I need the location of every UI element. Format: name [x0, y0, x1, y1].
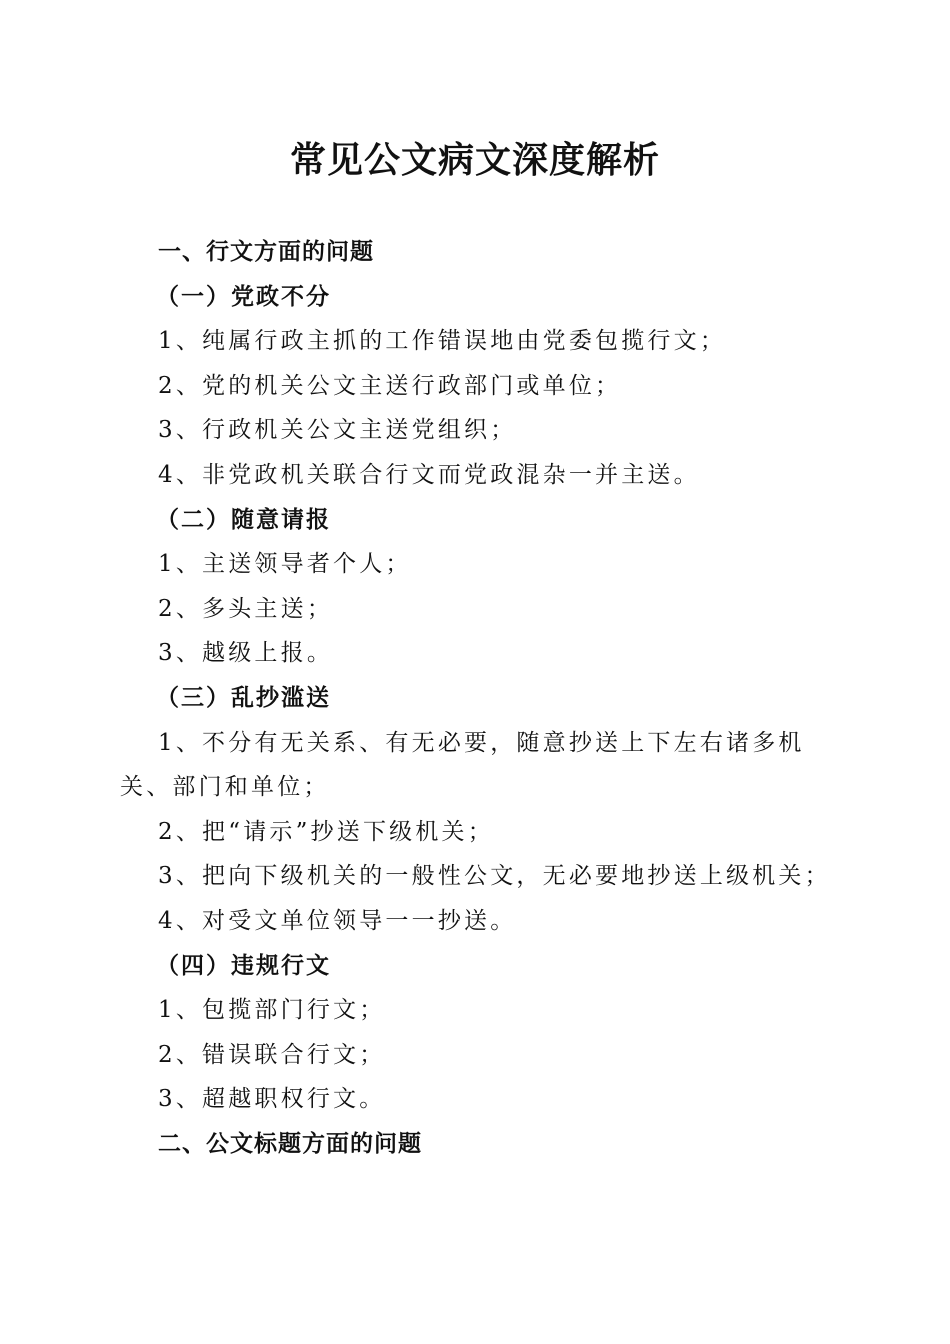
subsection-heading-1: （一）党政不分 — [156, 282, 331, 310]
subsection-heading-2: （二）随意请报 — [156, 505, 331, 533]
list-item: 3、把向下级机关的一般性公文，无必要地抄送上级机关； — [158, 863, 831, 890]
list-item: 1、主送领导者个人； — [158, 551, 412, 578]
list-item: 4、对受文单位领导一一抄送。 — [158, 907, 517, 934]
list-item: 1、包揽部门行文； — [158, 997, 386, 1024]
list-item: 3、超越职权行文。 — [158, 1086, 386, 1113]
document-title: 常见公文病文深度解析 — [289, 139, 660, 181]
list-item: 1、不分有无关系、有无必要，随意抄送上下左右诸多机关、部门和单位； — [120, 729, 805, 801]
list-item: 3、行政机关公文主送党组织； — [158, 417, 517, 444]
list-item: 2、党的机关公文主送行政部门或单位； — [158, 372, 622, 399]
section-heading-1: 一、行文方面的问题 — [158, 239, 374, 265]
section-heading-2: 二、公文标题方面的问题 — [158, 1130, 422, 1157]
list-item: 3、越级上报。 — [158, 640, 334, 667]
subsection-heading-4: （四）违规行文 — [156, 951, 331, 979]
list-item: 2、把“请示”抄送下级机关； — [158, 818, 494, 845]
subsection-heading-3: （三）乱抄滥送 — [156, 683, 331, 711]
list-item: 1、纯属行政主抓的工作错误地由党委包揽行文； — [158, 328, 727, 355]
list-item: 2、多头主送； — [158, 595, 334, 622]
document-body — [120, 230, 840, 1166]
list-item: 4、非党政机关联合行文而党政混杂一并主送。 — [158, 461, 700, 488]
list-item: 2、错误联合行文； — [158, 1041, 386, 1068]
